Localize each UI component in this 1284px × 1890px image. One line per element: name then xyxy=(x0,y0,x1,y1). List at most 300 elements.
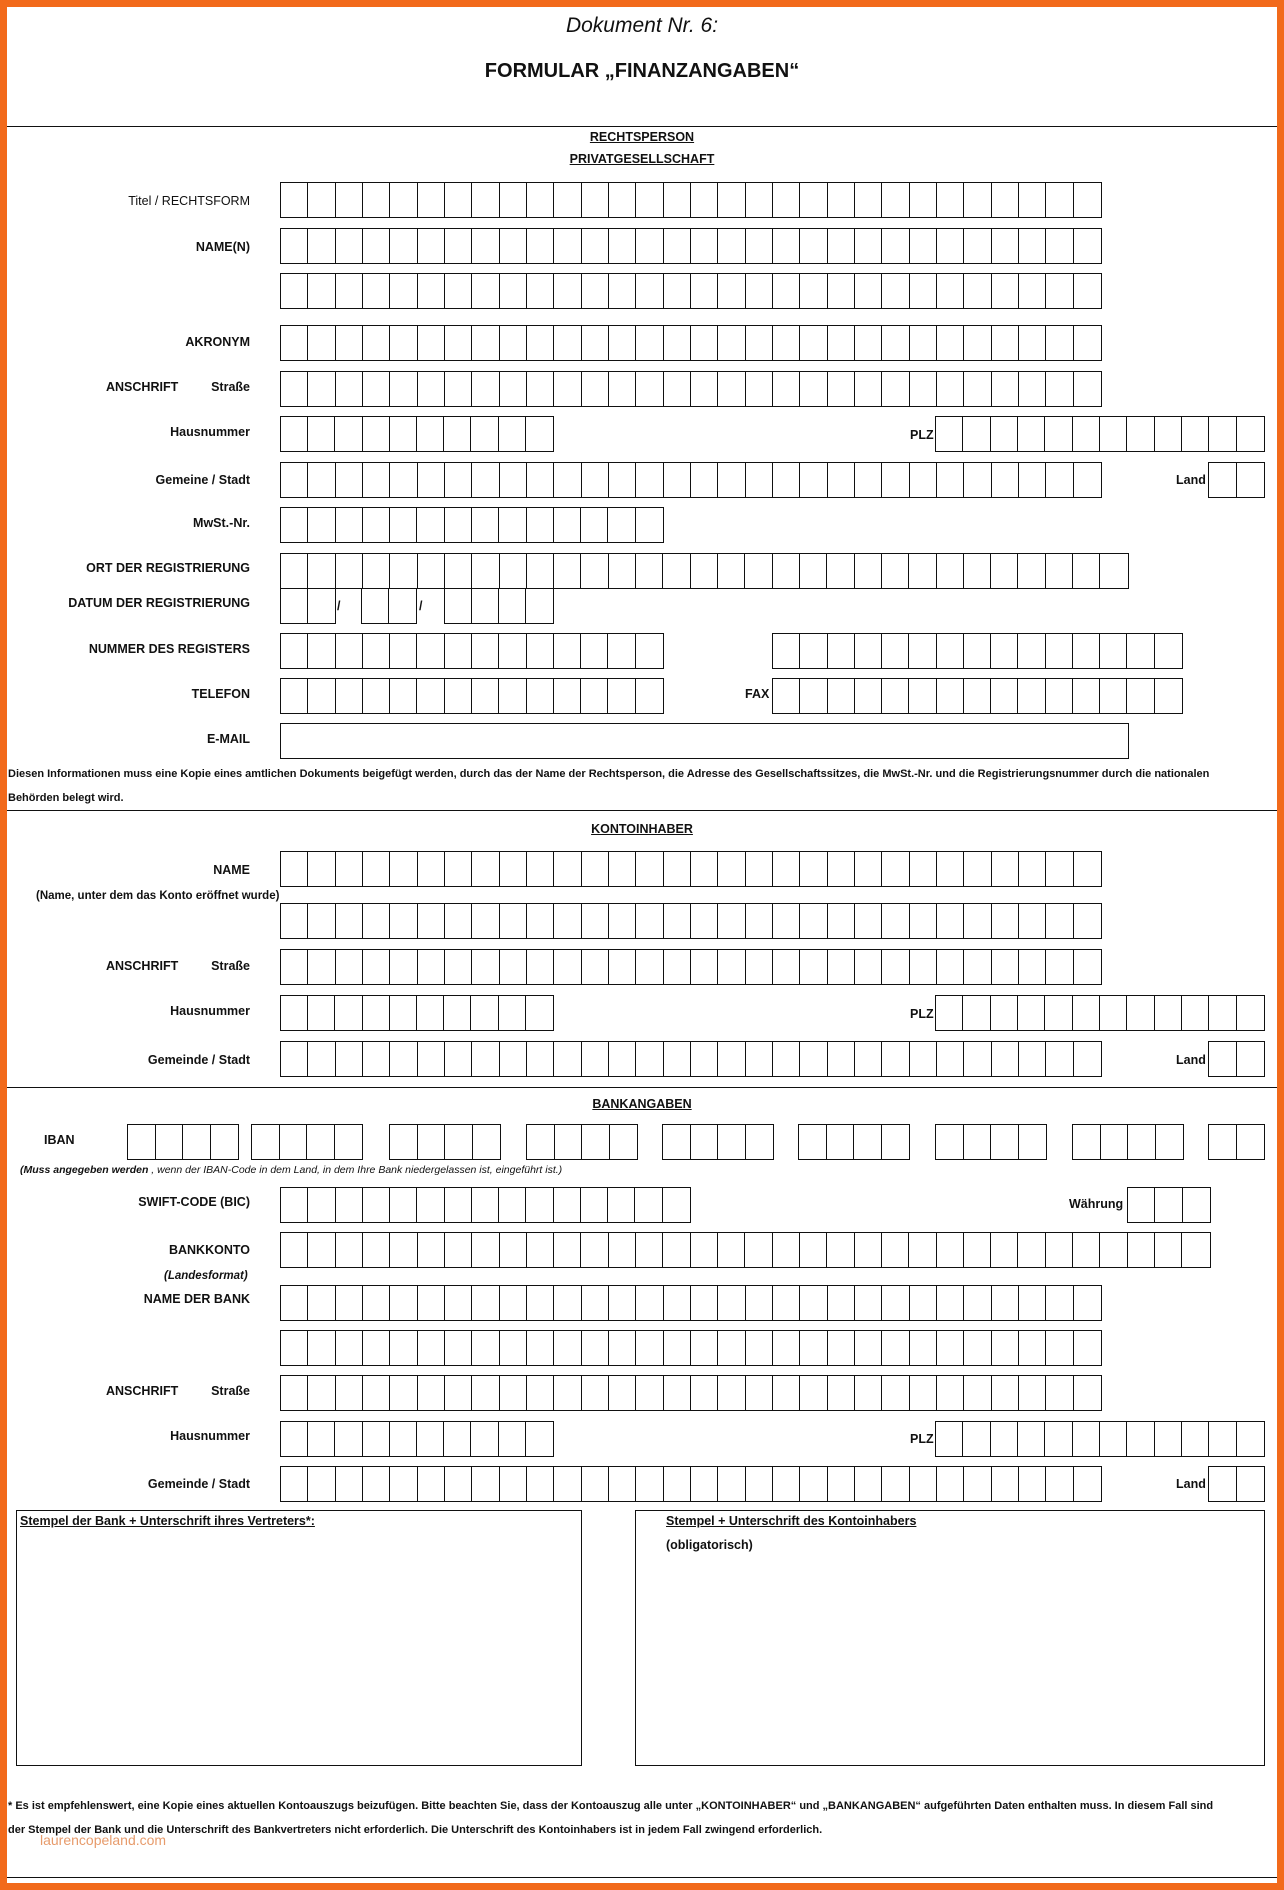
char-cell[interactable] xyxy=(1182,417,1209,451)
char-cell[interactable] xyxy=(691,1286,718,1320)
char-cell[interactable] xyxy=(663,1188,690,1222)
char-cell[interactable] xyxy=(718,372,745,406)
char-cell[interactable] xyxy=(828,679,855,713)
char-cell[interactable] xyxy=(390,1331,417,1365)
char-cell[interactable] xyxy=(445,634,472,668)
char-cell[interactable] xyxy=(800,372,827,406)
char-cell[interactable] xyxy=(964,554,991,588)
char-cell[interactable] xyxy=(910,1042,937,1076)
char-cell[interactable] xyxy=(664,183,691,217)
char-cell[interactable] xyxy=(746,229,773,263)
char-cell[interactable] xyxy=(937,554,964,588)
char-cell[interactable] xyxy=(472,950,499,984)
char-cell[interactable] xyxy=(773,904,800,938)
char-cell[interactable] xyxy=(635,1188,662,1222)
char-cell[interactable] xyxy=(718,1233,745,1267)
char-cell[interactable] xyxy=(610,1125,638,1159)
char-cell[interactable] xyxy=(582,1331,609,1365)
char-cell[interactable] xyxy=(718,1125,746,1159)
char-cell[interactable] xyxy=(527,372,554,406)
char-cell[interactable] xyxy=(417,417,444,451)
input-waehrung[interactable] xyxy=(1127,1187,1211,1223)
char-cell[interactable] xyxy=(773,183,800,217)
char-cell[interactable] xyxy=(800,852,827,886)
char-cell[interactable] xyxy=(581,554,608,588)
char-cell[interactable] xyxy=(854,1125,882,1159)
char-cell[interactable] xyxy=(554,508,581,542)
char-cell[interactable] xyxy=(855,463,882,497)
char-cell[interactable] xyxy=(1018,996,1045,1030)
char-cell[interactable] xyxy=(609,950,636,984)
char-cell[interactable] xyxy=(390,950,417,984)
char-cell[interactable] xyxy=(1045,996,1072,1030)
char-cell[interactable] xyxy=(308,372,335,406)
char-cell[interactable] xyxy=(855,904,882,938)
char-cell[interactable] xyxy=(308,1331,335,1365)
char-cell[interactable] xyxy=(636,634,663,668)
char-cell[interactable] xyxy=(910,950,937,984)
char-cell[interactable] xyxy=(936,417,963,451)
char-cell[interactable] xyxy=(308,463,335,497)
char-cell[interactable] xyxy=(471,1422,498,1456)
char-cell[interactable] xyxy=(500,274,527,308)
char-cell[interactable] xyxy=(909,1233,936,1267)
char-cell[interactable] xyxy=(1182,996,1209,1030)
char-cell[interactable] xyxy=(800,463,827,497)
char-cell[interactable] xyxy=(418,183,445,217)
char-cell[interactable] xyxy=(363,463,390,497)
char-cell[interactable] xyxy=(390,274,417,308)
char-cell[interactable] xyxy=(472,679,499,713)
char-cell[interactable] xyxy=(363,1188,390,1222)
char-cell[interactable] xyxy=(500,852,527,886)
char-cell[interactable] xyxy=(1019,852,1046,886)
char-cell[interactable] xyxy=(390,1286,417,1320)
char-cell[interactable] xyxy=(909,679,936,713)
char-cell[interactable] xyxy=(609,1331,636,1365)
char-cell[interactable] xyxy=(855,1376,882,1410)
char-cell[interactable] xyxy=(390,852,417,886)
char-cell[interactable] xyxy=(308,508,335,542)
char-cell[interactable] xyxy=(992,904,1019,938)
input-bank-strasse[interactable] xyxy=(280,1375,1102,1411)
char-cell[interactable] xyxy=(882,679,909,713)
char-cell[interactable] xyxy=(281,1233,308,1267)
char-cell[interactable] xyxy=(390,1042,417,1076)
char-cell[interactable] xyxy=(991,679,1018,713)
char-cell[interactable] xyxy=(500,1467,527,1501)
char-cell[interactable] xyxy=(855,1331,882,1365)
char-cell[interactable] xyxy=(418,554,445,588)
char-cell[interactable] xyxy=(554,1233,581,1267)
char-cell[interactable] xyxy=(1046,634,1073,668)
char-cell[interactable] xyxy=(336,372,363,406)
char-cell[interactable] xyxy=(582,463,609,497)
char-cell[interactable] xyxy=(718,229,745,263)
char-cell[interactable] xyxy=(964,1042,991,1076)
char-cell[interactable] xyxy=(554,950,581,984)
char-cell[interactable] xyxy=(746,1467,773,1501)
char-cell[interactable] xyxy=(1155,1233,1182,1267)
char-cell[interactable] xyxy=(746,1331,773,1365)
char-cell[interactable] xyxy=(308,274,335,308)
input-name-line1[interactable] xyxy=(280,228,1102,264)
char-cell[interactable] xyxy=(1100,996,1127,1030)
char-cell[interactable] xyxy=(390,1188,417,1222)
char-cell[interactable] xyxy=(390,372,417,406)
char-cell[interactable] xyxy=(308,229,335,263)
char-cell[interactable] xyxy=(800,183,827,217)
char-cell[interactable] xyxy=(472,1286,499,1320)
char-cell[interactable] xyxy=(499,1188,526,1222)
char-cell[interactable] xyxy=(527,508,554,542)
char-cell[interactable] xyxy=(499,1422,526,1456)
char-cell[interactable] xyxy=(609,229,636,263)
char-cell[interactable] xyxy=(910,463,937,497)
char-cell[interactable] xyxy=(800,1233,827,1267)
char-cell[interactable] xyxy=(336,326,363,360)
char-cell[interactable] xyxy=(609,1042,636,1076)
char-cell[interactable] xyxy=(636,1233,663,1267)
char-cell[interactable] xyxy=(855,372,882,406)
char-cell[interactable] xyxy=(1046,1042,1073,1076)
char-cell[interactable] xyxy=(445,1376,472,1410)
char-cell[interactable] xyxy=(445,950,472,984)
char-cell[interactable] xyxy=(909,634,936,668)
char-cell[interactable] xyxy=(472,904,499,938)
char-cell[interactable] xyxy=(308,679,335,713)
char-cell[interactable] xyxy=(390,554,417,588)
char-cell[interactable] xyxy=(418,1331,445,1365)
char-cell[interactable] xyxy=(281,274,308,308)
char-cell[interactable] xyxy=(909,554,936,588)
char-cell[interactable] xyxy=(992,183,1019,217)
char-cell[interactable] xyxy=(827,554,854,588)
char-cell[interactable] xyxy=(1073,679,1100,713)
char-cell[interactable] xyxy=(1018,1233,1045,1267)
char-cell[interactable] xyxy=(500,1233,527,1267)
char-cell[interactable] xyxy=(882,229,909,263)
char-cell[interactable] xyxy=(445,229,472,263)
char-cell[interactable] xyxy=(746,183,773,217)
char-cell[interactable] xyxy=(308,1467,335,1501)
char-cell[interactable] xyxy=(1237,1422,1264,1456)
char-cell[interactable] xyxy=(964,1125,992,1159)
char-cell[interactable] xyxy=(527,326,554,360)
char-cell[interactable] xyxy=(1046,1376,1073,1410)
char-cell[interactable] xyxy=(1018,554,1045,588)
char-cell[interactable] xyxy=(418,1125,446,1159)
char-cell[interactable] xyxy=(527,1286,554,1320)
char-cell[interactable] xyxy=(363,1286,390,1320)
char-cell[interactable] xyxy=(746,463,773,497)
char-cell[interactable] xyxy=(691,372,718,406)
char-cell[interactable] xyxy=(336,1188,363,1222)
char-cell[interactable] xyxy=(554,183,581,217)
char-cell[interactable] xyxy=(1127,417,1154,451)
char-cell[interactable] xyxy=(418,372,445,406)
char-cell[interactable] xyxy=(526,417,553,451)
char-cell[interactable] xyxy=(608,508,635,542)
char-cell[interactable] xyxy=(992,950,1019,984)
char-cell[interactable] xyxy=(1074,1042,1101,1076)
char-cell[interactable] xyxy=(636,372,663,406)
char-cell[interactable] xyxy=(910,372,937,406)
char-cell[interactable] xyxy=(773,463,800,497)
char-cell[interactable] xyxy=(991,417,1018,451)
char-cell[interactable] xyxy=(746,1376,773,1410)
char-cell[interactable] xyxy=(363,852,390,886)
char-cell[interactable] xyxy=(336,229,363,263)
char-cell[interactable] xyxy=(336,679,363,713)
char-cell[interactable] xyxy=(554,274,581,308)
char-cell[interactable] xyxy=(445,589,472,623)
char-cell[interactable] xyxy=(499,679,526,713)
char-cell[interactable] xyxy=(937,274,964,308)
char-cell[interactable] xyxy=(1019,229,1046,263)
char-cell[interactable] xyxy=(1155,634,1182,668)
char-cell[interactable] xyxy=(500,1286,527,1320)
char-cell[interactable] xyxy=(910,1286,937,1320)
char-cell[interactable] xyxy=(1074,904,1101,938)
char-cell[interactable] xyxy=(718,554,745,588)
char-cell[interactable] xyxy=(828,274,855,308)
char-cell[interactable] xyxy=(500,1042,527,1076)
char-cell[interactable] xyxy=(1155,679,1182,713)
char-cell[interactable] xyxy=(363,1422,390,1456)
char-cell[interactable] xyxy=(281,904,308,938)
char-cell[interactable] xyxy=(664,1467,691,1501)
char-cell[interactable] xyxy=(1045,417,1072,451)
char-cell[interactable] xyxy=(1237,1467,1265,1501)
char-cell[interactable] xyxy=(691,950,718,984)
char-cell[interactable] xyxy=(828,1286,855,1320)
char-cell[interactable] xyxy=(936,996,963,1030)
char-cell[interactable] xyxy=(500,463,527,497)
input-iban-group[interactable] xyxy=(127,1124,239,1160)
char-cell[interactable] xyxy=(281,1467,308,1501)
char-cell[interactable] xyxy=(156,1125,184,1159)
char-cell[interactable] xyxy=(882,1125,910,1159)
char-cell[interactable] xyxy=(418,1467,445,1501)
char-cell[interactable] xyxy=(855,1467,882,1501)
char-cell[interactable] xyxy=(882,852,909,886)
char-cell[interactable] xyxy=(937,1042,964,1076)
char-cell[interactable] xyxy=(746,852,773,886)
input-kontoinhaber-name-line1[interactable] xyxy=(280,851,1102,887)
input-land[interactable] xyxy=(1208,462,1265,498)
char-cell[interactable] xyxy=(527,904,554,938)
char-cell[interactable] xyxy=(746,1042,773,1076)
char-cell[interactable] xyxy=(445,904,472,938)
char-cell[interactable] xyxy=(991,1233,1018,1267)
input-fax[interactable] xyxy=(772,678,1183,714)
char-cell[interactable] xyxy=(390,1233,417,1267)
char-cell[interactable] xyxy=(773,634,800,668)
char-cell[interactable] xyxy=(691,554,718,588)
char-cell[interactable] xyxy=(773,1376,800,1410)
char-cell[interactable] xyxy=(526,1188,553,1222)
char-cell[interactable] xyxy=(390,996,417,1030)
char-cell[interactable] xyxy=(211,1125,239,1159)
char-cell[interactable] xyxy=(828,1467,855,1501)
char-cell[interactable] xyxy=(964,950,991,984)
char-cell[interactable] xyxy=(418,463,445,497)
char-cell[interactable] xyxy=(1046,274,1073,308)
char-cell[interactable] xyxy=(937,904,964,938)
char-cell[interactable] xyxy=(418,1042,445,1076)
char-cell[interactable] xyxy=(773,326,800,360)
char-cell[interactable] xyxy=(500,372,527,406)
char-cell[interactable] xyxy=(910,183,937,217)
char-cell[interactable] xyxy=(609,904,636,938)
char-cell[interactable] xyxy=(526,589,553,623)
char-cell[interactable] xyxy=(1209,1125,1237,1159)
char-cell[interactable] xyxy=(526,996,553,1030)
char-cell[interactable] xyxy=(800,1376,827,1410)
char-cell[interactable] xyxy=(1237,1042,1265,1076)
char-cell[interactable] xyxy=(581,508,608,542)
char-cell[interactable] xyxy=(1155,996,1182,1030)
char-cell[interactable] xyxy=(390,183,417,217)
char-cell[interactable] xyxy=(963,996,990,1030)
char-cell[interactable] xyxy=(1209,1467,1237,1501)
char-cell[interactable] xyxy=(281,417,308,451)
char-cell[interactable] xyxy=(773,950,800,984)
char-cell[interactable] xyxy=(280,1125,308,1159)
char-cell[interactable] xyxy=(472,1376,499,1410)
char-cell[interactable] xyxy=(691,274,718,308)
char-cell[interactable] xyxy=(746,1286,773,1320)
char-cell[interactable] xyxy=(1073,996,1100,1030)
char-cell[interactable] xyxy=(1074,463,1101,497)
input-iban-group[interactable] xyxy=(389,1124,501,1160)
char-cell[interactable] xyxy=(964,463,991,497)
char-cell[interactable] xyxy=(499,508,526,542)
bank-signature-box[interactable] xyxy=(16,1510,582,1766)
char-cell[interactable] xyxy=(963,1422,990,1456)
char-cell[interactable] xyxy=(1237,996,1264,1030)
char-cell[interactable] xyxy=(418,326,445,360)
char-cell[interactable] xyxy=(991,554,1018,588)
char-cell[interactable] xyxy=(608,679,635,713)
char-cell[interactable] xyxy=(1019,950,1046,984)
input-strasse[interactable] xyxy=(280,371,1102,407)
input-kontoinhaber-land[interactable] xyxy=(1208,1041,1265,1077)
char-cell[interactable] xyxy=(554,229,581,263)
char-cell[interactable] xyxy=(636,1286,663,1320)
char-cell[interactable] xyxy=(964,1376,991,1410)
input-gemeinde[interactable] xyxy=(280,462,1102,498)
char-cell[interactable] xyxy=(336,634,363,668)
char-cell[interactable] xyxy=(389,589,416,623)
char-cell[interactable] xyxy=(855,679,882,713)
char-cell[interactable] xyxy=(308,1042,335,1076)
char-cell[interactable] xyxy=(1101,1125,1129,1159)
char-cell[interactable] xyxy=(418,229,445,263)
char-cell[interactable] xyxy=(991,634,1018,668)
char-cell[interactable] xyxy=(636,229,663,263)
char-cell[interactable] xyxy=(609,1286,636,1320)
char-cell[interactable] xyxy=(745,554,772,588)
char-cell[interactable] xyxy=(718,326,745,360)
char-cell[interactable] xyxy=(417,1422,444,1456)
char-cell[interactable] xyxy=(444,1422,471,1456)
char-cell[interactable] xyxy=(1019,463,1046,497)
char-cell[interactable] xyxy=(691,852,718,886)
char-cell[interactable] xyxy=(964,1467,991,1501)
char-cell[interactable] xyxy=(1018,679,1045,713)
char-cell[interactable] xyxy=(1046,372,1073,406)
char-cell[interactable] xyxy=(1019,904,1046,938)
char-cell[interactable] xyxy=(1018,634,1045,668)
char-cell[interactable] xyxy=(1074,1467,1101,1501)
char-cell[interactable] xyxy=(363,1042,390,1076)
char-cell[interactable] xyxy=(281,508,308,542)
char-cell[interactable] xyxy=(800,950,827,984)
char-cell[interactable] xyxy=(390,463,417,497)
char-cell[interactable] xyxy=(499,996,526,1030)
char-cell[interactable] xyxy=(308,852,335,886)
char-cell[interactable] xyxy=(773,554,800,588)
input-kontoinhaber-gemeinde[interactable] xyxy=(280,1041,1102,1077)
char-cell[interactable] xyxy=(308,554,335,588)
char-cell[interactable] xyxy=(362,589,389,623)
char-cell[interactable] xyxy=(937,1286,964,1320)
char-cell[interactable] xyxy=(472,229,499,263)
char-cell[interactable] xyxy=(472,852,499,886)
char-cell[interactable] xyxy=(581,679,608,713)
char-cell[interactable] xyxy=(390,1422,417,1456)
char-cell[interactable] xyxy=(991,1125,1019,1159)
char-cell[interactable] xyxy=(281,1422,308,1456)
char-cell[interactable] xyxy=(252,1125,280,1159)
char-cell[interactable] xyxy=(773,274,800,308)
char-cell[interactable] xyxy=(828,852,855,886)
char-cell[interactable] xyxy=(1074,274,1101,308)
char-cell[interactable] xyxy=(910,229,937,263)
char-cell[interactable] xyxy=(1046,326,1073,360)
char-cell[interactable] xyxy=(1046,1286,1073,1320)
char-cell[interactable] xyxy=(910,852,937,886)
char-cell[interactable] xyxy=(773,1286,800,1320)
char-cell[interactable] xyxy=(472,508,499,542)
char-cell[interactable] xyxy=(445,1125,473,1159)
char-cell[interactable] xyxy=(1100,634,1127,668)
char-cell[interactable] xyxy=(718,1331,745,1365)
char-cell[interactable] xyxy=(1073,554,1100,588)
char-cell[interactable] xyxy=(308,1233,335,1267)
char-cell[interactable] xyxy=(964,229,991,263)
char-cell[interactable] xyxy=(718,1376,745,1410)
char-cell[interactable] xyxy=(281,183,308,217)
char-cell[interactable] xyxy=(691,326,718,360)
char-cell[interactable] xyxy=(527,1042,554,1076)
char-cell[interactable] xyxy=(882,326,909,360)
char-cell[interactable] xyxy=(937,634,964,668)
char-cell[interactable] xyxy=(581,1188,608,1222)
char-cell[interactable] xyxy=(636,1331,663,1365)
char-cell[interactable] xyxy=(718,1467,745,1501)
char-cell[interactable] xyxy=(445,1042,472,1076)
char-cell[interactable] xyxy=(718,950,745,984)
char-cell[interactable] xyxy=(308,996,335,1030)
char-cell[interactable] xyxy=(1018,417,1045,451)
char-cell[interactable] xyxy=(664,326,691,360)
char-cell[interactable] xyxy=(335,1422,362,1456)
char-cell[interactable] xyxy=(1073,1233,1100,1267)
char-cell[interactable] xyxy=(527,634,554,668)
